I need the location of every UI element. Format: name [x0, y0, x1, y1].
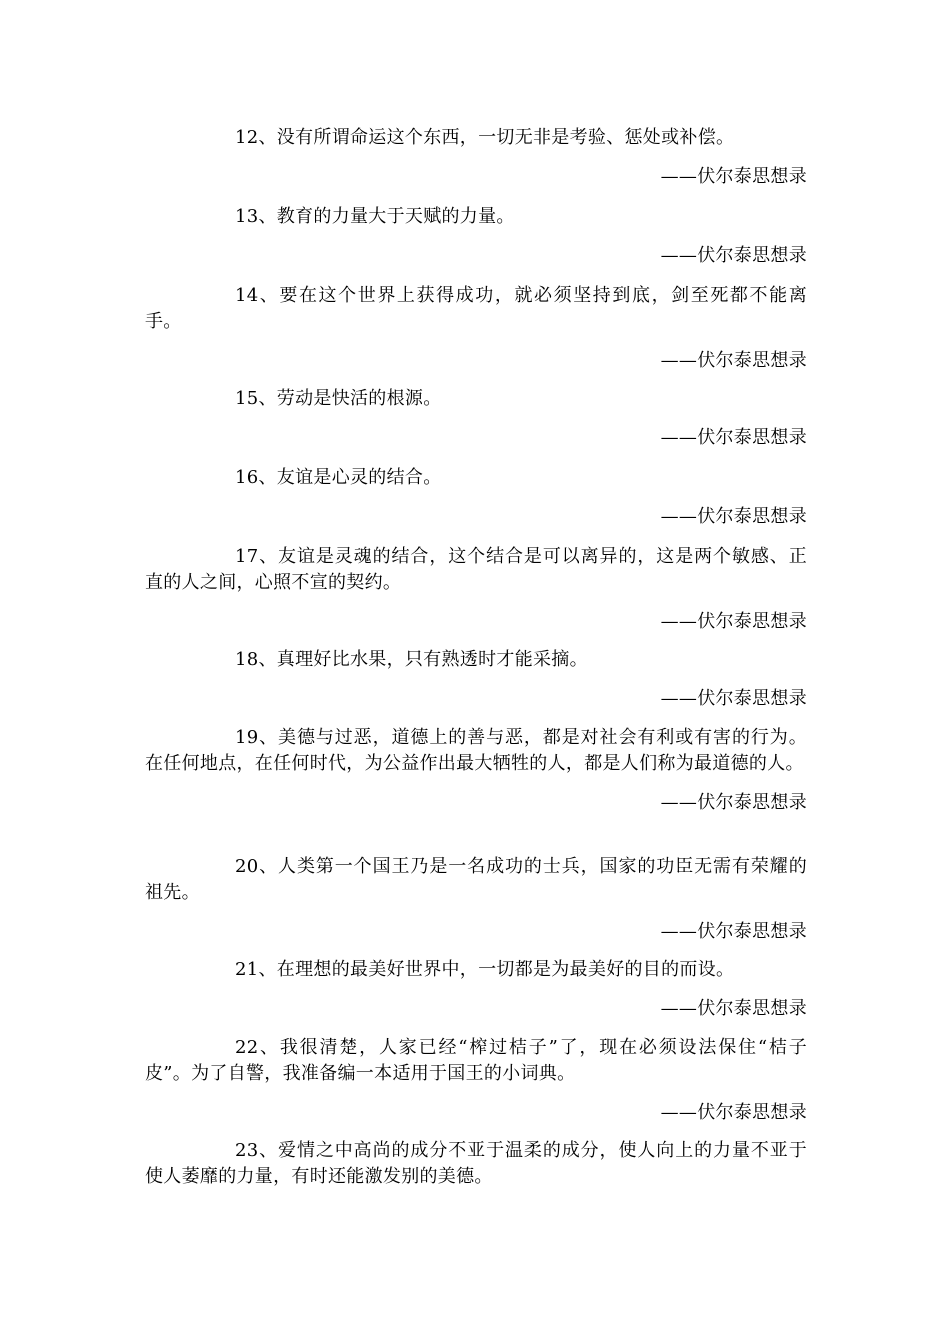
quote-text: 23、爱情之中高尚的成分不亚于温柔的成分，使人向上的力量不亚于使人萎靡的力量，有时还能激发别的美德。: [145, 1140, 807, 1187]
quote-source: ——伏尔泰思想录: [660, 245, 807, 266]
quote-text: 15、劳动是快活的根源。: [235, 388, 442, 409]
document-page: [145, 0, 807, 1344]
quote-source: ——伏尔泰思想录: [660, 688, 807, 709]
quote-source: ——伏尔泰思想录: [660, 921, 807, 942]
quote-entry: [145, 1035, 807, 1126]
quote-source: ——伏尔泰思想录: [660, 166, 807, 187]
quote-entry: [145, 957, 807, 1022]
quote-text: 17、友谊是灵魂的结合，这个结合是可以离异的，这是两个敏感、正直的人之间，心照不宣的契约。: [145, 546, 807, 593]
quote-entry: [145, 204, 807, 269]
quote-entry: [145, 854, 807, 945]
quote-source: ——伏尔泰思想录: [660, 1102, 807, 1123]
quote-entry: [145, 1138, 807, 1190]
quote-text: 21、在理想的最美好世界中，一切都是为最美好的目的而设。: [235, 959, 735, 980]
quote-source: ——伏尔泰思想录: [660, 792, 807, 813]
quote-entry: [145, 647, 807, 712]
quote-entry: [145, 544, 807, 635]
quote-text: 19、美德与过恶，道德上的善与恶，都是对社会有利或有害的行为。在任何地点，在任何时代，为公益作出最大牺牲的人，都是人们称为最道德的人。: [145, 727, 807, 774]
quote-text: 22、我很清楚，人家已经“榨过桔子”了，现在必须设法保住“桔子皮”。为了自警，我准备编一本适用于国王的小词典。: [145, 1037, 807, 1084]
quote-text: 13、教育的力量大于天赋的力量。: [235, 206, 515, 227]
quote-source: ——伏尔泰思想录: [660, 998, 807, 1019]
quote-entry: [145, 283, 807, 374]
quote-source: ——伏尔泰思想录: [660, 350, 807, 371]
quote-text: 18、真理好比水果，只有熟透时才能采摘。: [235, 649, 588, 670]
quote-text: 12、没有所谓命运这个东西，一切无非是考验、惩处或补偿。: [235, 127, 735, 148]
quote-entry: [145, 125, 807, 190]
quote-text: 14、要在这个世界上获得成功，就必须坚持到底，剑至死都不能离手。: [145, 285, 807, 332]
quote-source: ——伏尔泰思想录: [660, 611, 807, 632]
quote-entry: [145, 386, 807, 451]
quote-entry: [145, 465, 807, 530]
quote-entry: [145, 725, 807, 816]
quote-text: 20、人类第一个国王乃是一名成功的士兵，国家的功臣无需有荣耀的祖先。: [145, 856, 807, 903]
quote-source: ——伏尔泰思想录: [660, 427, 807, 448]
quote-text: 16、友谊是心灵的结合。: [235, 467, 442, 488]
quote-source: ——伏尔泰思想录: [660, 506, 807, 527]
